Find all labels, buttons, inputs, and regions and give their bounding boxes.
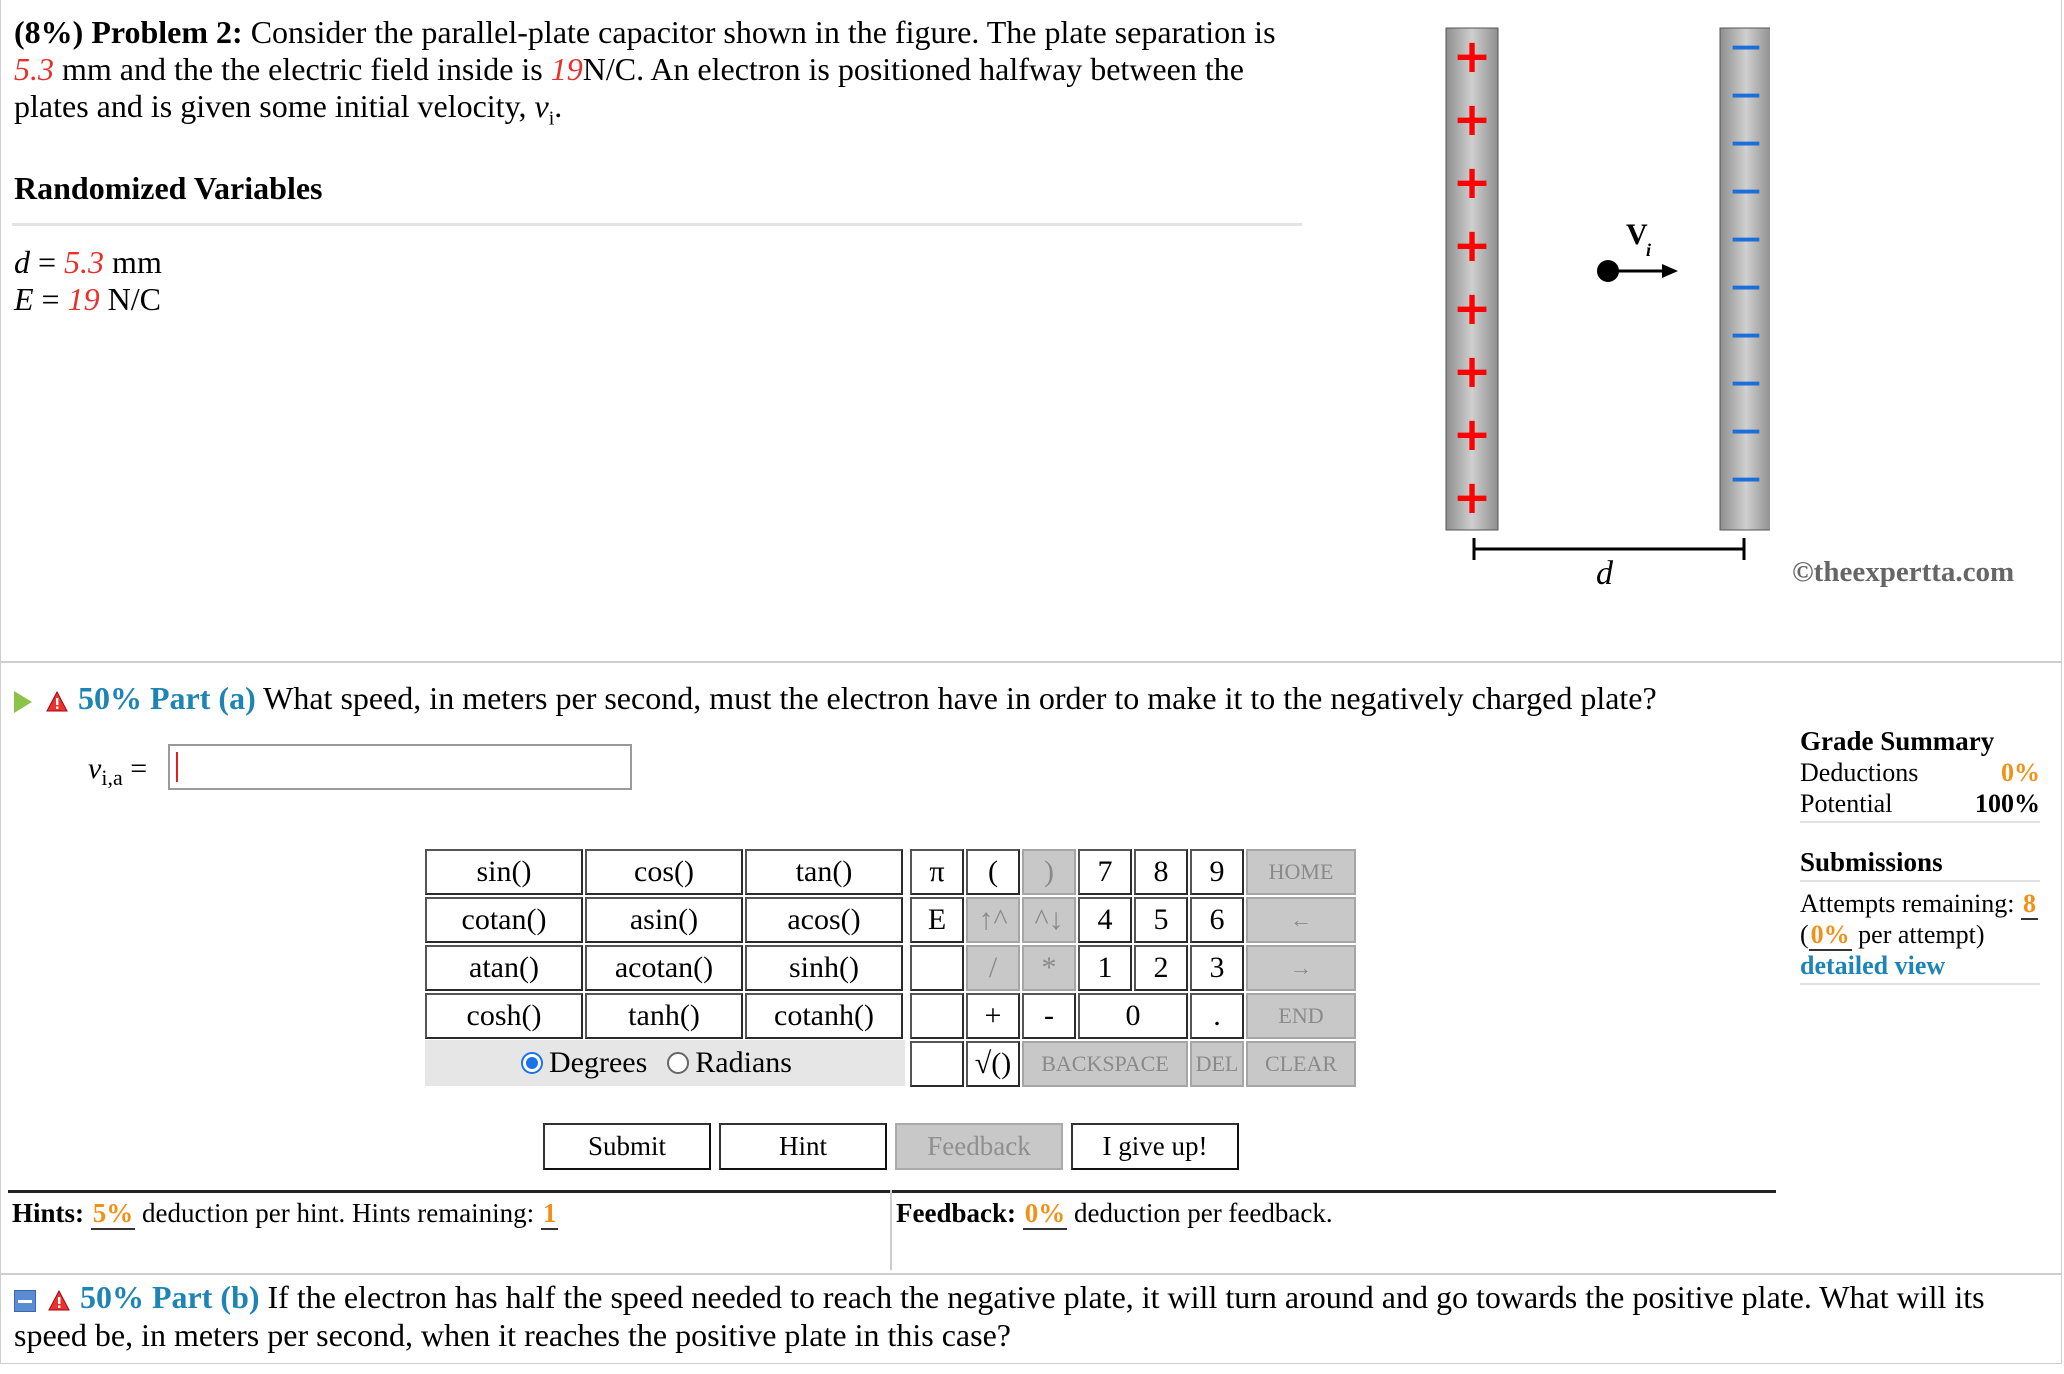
blank-key bbox=[910, 945, 964, 991]
part-b-text: If the electron has half the speed needed to reach the negative plate, it will turn around and go towards the positive plate. What will its speed be, in meters per second, when it reaches the positive plate in this case? bbox=[14, 1279, 1985, 1353]
blank-key bbox=[910, 1041, 964, 1087]
minus-sign: — bbox=[1731, 125, 1761, 160]
hints-pct: 5% bbox=[92, 1198, 134, 1228]
backspace-key: BACKSPACE bbox=[1022, 1041, 1188, 1087]
digit-0-key[interactable]: 0 bbox=[1078, 993, 1188, 1039]
acos-key[interactable]: acos() bbox=[745, 897, 903, 943]
plus-sign: + bbox=[1452, 155, 1492, 209]
deductions-label: Deductions bbox=[1800, 758, 1919, 787]
part-a-question bbox=[14, 680, 1657, 717]
answer-var: v bbox=[88, 752, 102, 785]
randomized-variables-title: Randomized Variables bbox=[14, 170, 323, 206]
degrees-radio[interactable] bbox=[521, 1052, 543, 1074]
sin-key[interactable]: sin() bbox=[425, 849, 583, 895]
potential-label: Potential bbox=[1800, 789, 1893, 818]
collapse-icon[interactable] bbox=[14, 1290, 36, 1312]
grade-summary bbox=[1800, 726, 2040, 991]
problem-statement bbox=[14, 14, 1304, 137]
e-key[interactable]: E bbox=[910, 897, 964, 943]
submissions-title: Submissions bbox=[1800, 847, 1943, 877]
home-key: HOME bbox=[1246, 849, 1356, 895]
velocity-label: V bbox=[1626, 218, 1648, 251]
minus-sign: — bbox=[1731, 269, 1761, 304]
var-e-name: E bbox=[14, 281, 34, 317]
capacitor-figure bbox=[1430, 18, 1770, 598]
var-e-row bbox=[14, 281, 162, 318]
divider bbox=[1800, 880, 2040, 882]
feedback-label: Feedback: bbox=[896, 1198, 1016, 1228]
cotan-key[interactable]: cotan() bbox=[425, 897, 583, 943]
end-key: END bbox=[1246, 993, 1356, 1039]
blank-key bbox=[910, 993, 964, 1039]
problem-text-2: mm and the the electric field inside is bbox=[62, 51, 543, 87]
warning-icon bbox=[48, 1290, 70, 1312]
attempts-row bbox=[1800, 888, 2040, 919]
potential-row bbox=[1800, 788, 2040, 819]
angle-mode-bar bbox=[425, 1040, 905, 1086]
plus-sign: + bbox=[1452, 218, 1492, 272]
feedback-info bbox=[896, 1198, 1333, 1229]
plus-sign: + bbox=[1452, 92, 1492, 146]
divider bbox=[12, 223, 1302, 226]
degrees-label: Degrees bbox=[549, 1046, 648, 1079]
divider bbox=[890, 1190, 892, 1270]
plus-key[interactable]: + bbox=[966, 993, 1020, 1039]
copyright: ©theexpertta.com bbox=[1792, 556, 2015, 588]
atan-key[interactable]: atan() bbox=[425, 945, 583, 991]
minus-sign: — bbox=[1731, 413, 1761, 448]
problem-text-3: N/C. An electron is positioned halfway between the plates and is given some initial velocity, bbox=[14, 51, 1244, 124]
digit-4-key[interactable]: 4 bbox=[1078, 897, 1132, 943]
hints-remaining: 1 bbox=[542, 1198, 557, 1228]
digit-9-key[interactable]: 9 bbox=[1190, 849, 1244, 895]
answer-sub: i,a bbox=[101, 765, 123, 790]
deductions-value: 0% bbox=[2001, 758, 2040, 787]
problem-percent: (8%) bbox=[14, 14, 84, 50]
potential-value: 100% bbox=[1975, 789, 2040, 818]
tan-key[interactable]: tan() bbox=[745, 849, 903, 895]
digit-6-key[interactable]: 6 bbox=[1190, 897, 1244, 943]
tanh-key[interactable]: tanh() bbox=[585, 993, 743, 1039]
velocity-sub: i bbox=[1646, 240, 1652, 260]
plus-sign: + bbox=[1452, 407, 1492, 461]
warning-icon bbox=[46, 691, 68, 713]
digit-8-key[interactable]: 8 bbox=[1134, 849, 1188, 895]
part-b-question bbox=[14, 1278, 2034, 1354]
right-arrow-key: → bbox=[1246, 945, 1356, 991]
problem-vi-sub: i bbox=[548, 107, 555, 130]
feedback-button: Feedback bbox=[895, 1123, 1063, 1170]
expand-arrow-icon[interactable] bbox=[14, 691, 32, 713]
plus-sign: + bbox=[1452, 344, 1492, 398]
multiply-key: * bbox=[1022, 945, 1076, 991]
velocity-arrowhead bbox=[1662, 264, 1678, 278]
feedback-text: deduction per feedback. bbox=[1073, 1198, 1333, 1228]
cos-key[interactable]: cos() bbox=[585, 849, 743, 895]
var-e-unit: N/C bbox=[107, 281, 161, 317]
minus-sign: — bbox=[1731, 29, 1761, 64]
var-d-name: d bbox=[14, 244, 30, 280]
minus-key[interactable]: - bbox=[1022, 993, 1076, 1039]
digit-7-key[interactable]: 7 bbox=[1078, 849, 1132, 895]
divider bbox=[1800, 821, 2040, 823]
problem-d-value: 5.3 bbox=[14, 51, 54, 87]
feedback-pct: 0% bbox=[1024, 1198, 1066, 1228]
decimal-key[interactable]: . bbox=[1190, 993, 1244, 1039]
power-down-key: ^↓ bbox=[1022, 897, 1076, 943]
problem-text-1: Consider the parallel-plate capacitor shown in the figure. The plate separation is bbox=[250, 14, 1276, 50]
minus-sign: — bbox=[1731, 461, 1761, 496]
grade-summary-title: Grade Summary bbox=[1800, 726, 1995, 756]
problem-e-value: 19 bbox=[550, 51, 583, 87]
right-paren-key: ) bbox=[1022, 849, 1076, 895]
per-attempt-open: ( bbox=[1800, 920, 1809, 949]
var-d-value: 5.3 bbox=[64, 244, 105, 280]
answer-input[interactable] bbox=[168, 744, 632, 790]
part-a-percent: 50% Part (a) bbox=[78, 680, 256, 716]
problem-title: Problem 2: bbox=[91, 14, 243, 50]
hints-info bbox=[12, 1198, 558, 1229]
power-up-key: ↑^ bbox=[966, 897, 1020, 943]
sinh-key[interactable]: sinh() bbox=[745, 945, 903, 991]
attempts-label: Attempts remaining: bbox=[1800, 889, 2015, 918]
text-caret bbox=[176, 752, 178, 782]
plus-sign: + bbox=[1452, 29, 1492, 83]
radians-radio[interactable] bbox=[667, 1052, 689, 1074]
minus-sign: — bbox=[1731, 317, 1761, 352]
answer-equals: = bbox=[130, 752, 148, 785]
sqrt-key[interactable]: √() bbox=[966, 1041, 1020, 1087]
divider bbox=[1800, 983, 2040, 985]
minus-sign: — bbox=[1731, 77, 1761, 112]
var-d-equals: = bbox=[38, 244, 57, 280]
per-attempt-text: per attempt) bbox=[1858, 920, 1985, 949]
pi-key[interactable]: π bbox=[910, 849, 964, 895]
del-key: DEL bbox=[1190, 1041, 1244, 1087]
problem-vi: v bbox=[534, 88, 549, 124]
var-e-value: 19 bbox=[67, 281, 100, 317]
give-up-button[interactable]: I give up! bbox=[1071, 1123, 1239, 1170]
digit-1-key[interactable]: 1 bbox=[1078, 945, 1132, 991]
digit-5-key[interactable]: 5 bbox=[1134, 897, 1188, 943]
answer-label bbox=[88, 752, 147, 791]
per-attempt-row bbox=[1800, 919, 2040, 950]
var-d-unit: mm bbox=[112, 244, 162, 280]
d-label: d bbox=[1596, 555, 1613, 592]
plus-sign: + bbox=[1452, 281, 1492, 335]
part-a-text: What speed, in meters per second, must the electron have in order to make it to the negatively charged plate? bbox=[263, 680, 1657, 716]
detailed-view-link[interactable]: detailed view bbox=[1800, 951, 1946, 980]
cotanh-key[interactable]: cotanh() bbox=[745, 993, 903, 1039]
acotan-key[interactable]: acotan() bbox=[585, 945, 743, 991]
asin-key[interactable]: asin() bbox=[585, 897, 743, 943]
part-b-percent: 50% Part (b) bbox=[80, 1279, 260, 1315]
var-d-row bbox=[14, 244, 162, 281]
clear-key: CLEAR bbox=[1246, 1041, 1356, 1087]
digit-3-key[interactable]: 3 bbox=[1190, 945, 1244, 991]
randomized-variables-list bbox=[14, 244, 162, 318]
minus-sign: — bbox=[1731, 173, 1761, 208]
minus-sign: — bbox=[1731, 221, 1761, 256]
deductions-row bbox=[1800, 757, 2040, 788]
per-attempt-pct: 0% bbox=[1810, 920, 1850, 949]
hint-button[interactable]: Hint bbox=[719, 1123, 887, 1170]
hints-label: Hints: bbox=[12, 1198, 85, 1228]
radians-label: Radians bbox=[695, 1046, 792, 1079]
submit-button[interactable]: Submit bbox=[543, 1123, 711, 1170]
attempts-value: 8 bbox=[2022, 889, 2036, 918]
left-paren-key[interactable]: ( bbox=[966, 849, 1020, 895]
left-arrow-key: ← bbox=[1246, 897, 1356, 943]
hints-text: deduction per hint. Hints remaining: bbox=[142, 1198, 535, 1228]
plus-sign: + bbox=[1452, 470, 1492, 524]
digit-2-key[interactable]: 2 bbox=[1134, 945, 1188, 991]
divide-key: / bbox=[966, 945, 1020, 991]
minus-sign: — bbox=[1731, 365, 1761, 400]
problem-period: . bbox=[554, 88, 563, 124]
cosh-key[interactable]: cosh() bbox=[425, 993, 583, 1039]
var-e-equals: = bbox=[41, 281, 60, 317]
